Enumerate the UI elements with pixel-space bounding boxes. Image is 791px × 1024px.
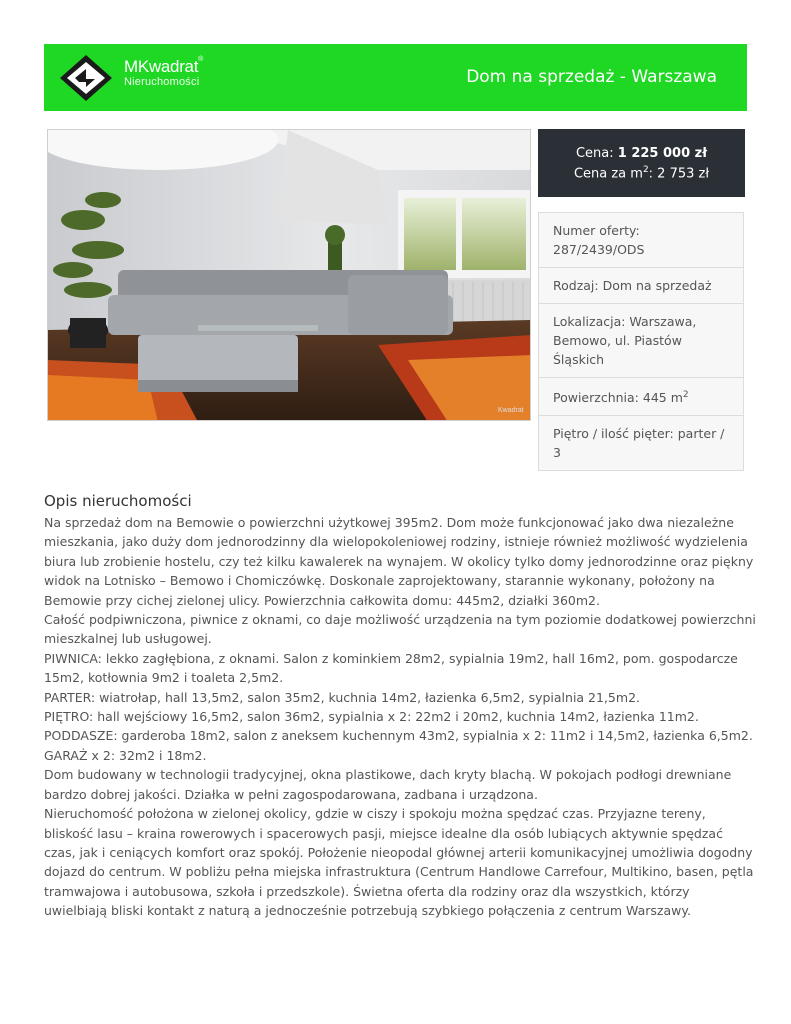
brand-name: MKwadrat® bbox=[124, 56, 203, 76]
price-box bbox=[538, 129, 745, 197]
price-per-m2: Cena za $m^2$: 2 753 zł bbox=[573, 165, 710, 182]
photo-watermark: Kwadrat bbox=[498, 407, 524, 414]
header-bar bbox=[44, 44, 747, 111]
page-title: Dom na sprzedaż - Warszawa bbox=[466, 67, 717, 87]
description-title: Opis nieruchomości bbox=[44, 492, 192, 510]
description-paragraph: GARAŻ x 2: 32m2 i 18m2. bbox=[44, 747, 207, 763]
description-paragraph: PODDASZE: garderoba 18m2, salon z aneksem kuchennym 43m2, sypialnia x 2: 11m2 i 14,5m2, łazienka 6,5m2. bbox=[44, 728, 753, 744]
property-floor: Piętro / ilość pięter: parter / 3 bbox=[553, 426, 725, 461]
property-area: Powierzchnia: 445 $m^2$ bbox=[539, 378, 743, 416]
price: Cena: 1 225 000 zł bbox=[575, 146, 708, 161]
property-details bbox=[538, 212, 744, 471]
description-paragraph: Dom budowany w technologii tradycyjnej, okna plastikowe, dach kryty blachą. W pokojach podłogi drewniane bardzo dobrej jakości. Działka w pełni zagospodarowana, zadbana i urządzona. bbox=[44, 767, 732, 802]
mkwadrat-logo-icon bbox=[58, 53, 114, 103]
description-paragraph: PIĘTRO: hall wejściowy 16,5m2, salon 36m2, sypialnia x 2: 22m2 i 20m2, kuchnia 14m2, łazienka 11m2. bbox=[44, 709, 699, 725]
description-paragraph: Na sprzedaż dom na Bemowie o powierzchni użytkowej 395m2. Dom może funkcjonować jako dwa niezależne mieszkania, jako duży dom jednorodzinny dla wielopokoleniowej rodziny, istnieje również możliwość wydzielenia biura lub zrobienie hostelu, czy też kilku kawalerek na wynajem. W okolicy tylko domy jednorodzinne oraz piękny widok na Lotnisko – Bemowo i Chomiczówkę. Doskonale zaprojektowany, starannie wykonany, położony na Bemowie przy cichej zielonej ulicy. Powierzchnia całkowita domu: 445m2, działki 360m2. bbox=[44, 515, 754, 608]
living-room-photo bbox=[48, 130, 531, 421]
description-paragraph: Całość podpiwniczona, piwnice z oknami, co daje możliwość urządzenia na tym poziomie dodatkowej powierzchni mieszkalnej lub usługowej. bbox=[44, 612, 756, 647]
description-paragraph: PIWNICA: lekko zagłębiona, z oknami. Salon z kominkiem 28m2, sypialnia 19m2, hall 16m2, pom. gospodarcze 15m2, kotłownia 9m2 i toaleta 2,5m2. bbox=[44, 650, 738, 686]
property-type: Rodzaj: Dom na sprzedaż bbox=[539, 268, 743, 304]
price-value: 1 225 000 zł bbox=[617, 146, 708, 161]
property-photo bbox=[47, 129, 531, 421]
description-paragraph: Nieruchomość położona w zielonej okolicy, gdzie w ciszy i spokoju można spędzać czas. Przyjazne tereny, bliskość lasu – kraina rowerowych i spacerowych pasji, miejsce idealne dla osób lubiących aktywnie spędzać czas, jak i ceniących komfort oraz spokój. Położenie nieopodal głównej arterii komunikacyjnej umożliwia dogodny dojazd do centrum. W pobliżu pełna miejska infrastruktura (Centrum Handlowe Carrefour, Multikino, basen, pętla tramwajowa i autobusowa, szkoła i przedszkole). Świetna oferta dla rodziny oraz dla wszystkich, którzy uwielbiają bliski kontakt z naturą a jednocześnie potrzebują szybkiego połączenia z centrum Warszawy. bbox=[44, 806, 754, 919]
description-paragraph: PARTER: wiatrołap, hall 13,5m2, salon 35m2, kuchnia 14m2, łazienka 6,5m2, sypialnia 21,5m2. bbox=[44, 689, 640, 705]
brand bbox=[124, 58, 203, 88]
property-location: Lokalizacja: Warszawa, Bemowo, ul. Piastów Śląskich bbox=[539, 304, 743, 378]
brand-subtitle: Nieruchomości bbox=[124, 76, 200, 88]
offer-number: Numer oferty: 287/2439/ODS bbox=[539, 213, 743, 268]
description-body bbox=[44, 513, 756, 921]
